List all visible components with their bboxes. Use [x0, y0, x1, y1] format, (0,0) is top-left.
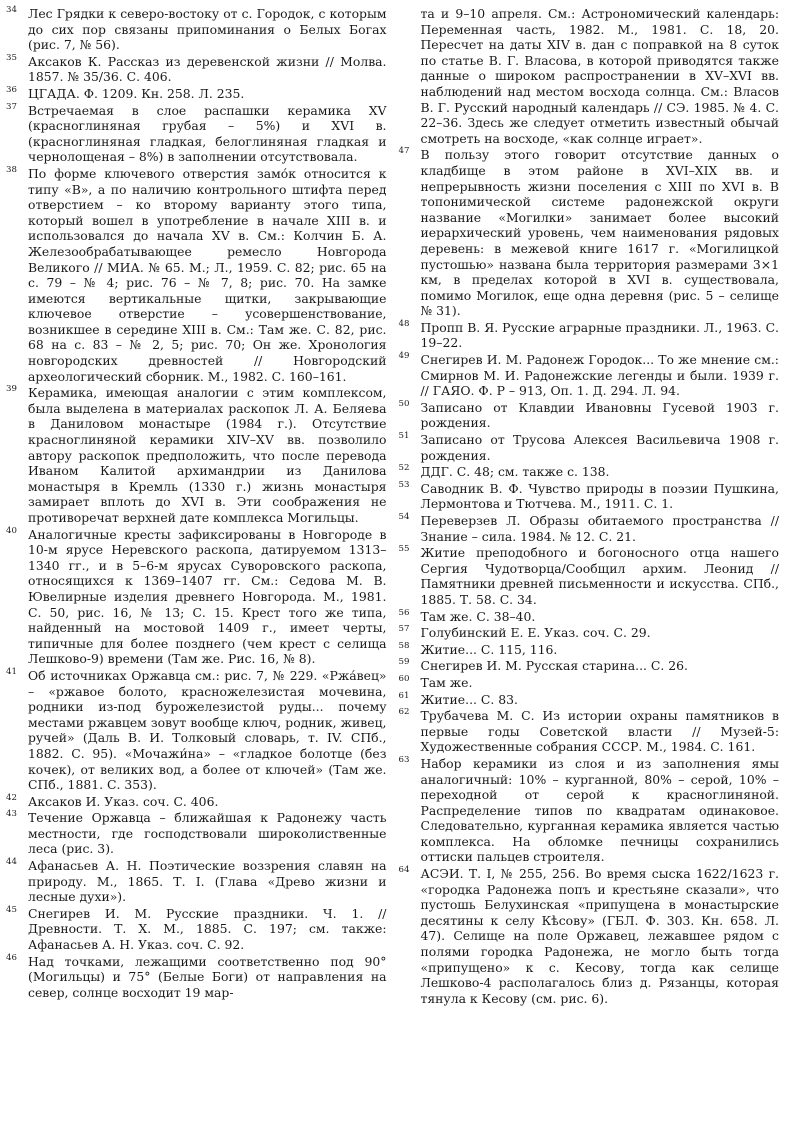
footnote-63: [399, 756, 780, 865]
footnote-text: Над точками, лежащими соответственно под 90° (Могильцы) и 75° (Белые Боги) от направления на север, солнце восходит 19 мар-: [28, 953, 387, 1000]
footnote-56: [399, 609, 780, 625]
footnote-number: 35: [6, 52, 17, 63]
footnote-text: Аналогичные кресты зафиксированы в Новгороде в 10-м ярусе Неревского раскопа, датируемом 1313–1340 гг., и в 5–6-м ярусах Суворовского раскопа, относящихся к 1369–1407 гг. См.: Седова М. В. Ювелирные изделия древнего Новгорода. М., 1981. С. 50, рис. 16, № 13; С. 15. Крест того же типа, найденный на мостовой 1409 г., имеет черты, типичные для более позднего (чем крест с селища Лешково-9) времени (Там же. Рис. 16, № 8).: [28, 526, 387, 667]
footnote-51: [399, 432, 780, 463]
footnote-58: [399, 642, 780, 658]
footnote-number: 55: [398, 544, 410, 555]
footnote-text: Аксаков И. Указ. соч. С. 406.: [28, 793, 219, 809]
footnote-57: [399, 625, 780, 641]
footnote-text: Житие... С. 115, 116.: [420, 641, 558, 657]
footnote-55: [399, 545, 780, 607]
footnote-text: ДДГ. С. 48; см. также с. 138.: [420, 464, 610, 480]
footnote-text: Голубинский Е. Е. Указ. соч. С. 29.: [420, 625, 651, 641]
footnote-53: [399, 481, 780, 512]
footnote-39: [6, 385, 387, 525]
footnote-43: [6, 810, 387, 857]
footnote-number: 61: [398, 690, 410, 701]
footnote-45: [6, 906, 387, 953]
footnote-number: 53: [398, 479, 410, 490]
footnote-text: Житие преподобного и богоносного отца нашего Сергия Чудотворца/Сообщил архим. Леонид // Памятники древней письменности и искусства. СПб., 1885. Т. 58. С. 34.: [420, 545, 779, 607]
footnote-62: [399, 708, 780, 755]
footnote-text: Встречаемая в слое распашки керамика XV (красноглиняная грубая – 5%) и XVI в. (красноглиняная гладкая, белоглиняная гладкая и чернолощеная – 8%) в заполнении отсутствовала.: [28, 102, 387, 165]
footnote-text: Записано от Клавдии Ивановны Гусевой 1903 г. рождения.: [420, 399, 779, 431]
footnote-34: [6, 6, 387, 53]
footnote-number: 57: [398, 624, 410, 635]
footnote-42: [6, 794, 387, 810]
footnote-38: [6, 166, 387, 384]
footnote-46: [6, 954, 387, 1001]
footnote-36: [6, 86, 387, 102]
footnote-text: Житие... С. 83.: [420, 691, 518, 707]
footnote-text: В пользу этого говорит отсутствие данных о кладбище в этом районе в XVI–XIX вв. и непрерывность жизни поселения с XIII по XVI в. В топонимической системе радонежской округи название «Могилки» занимает более высокий иерархический уровень, чем наименования рядовых деревень: в межевой книге 1617 г. «Могилицкой пустошью» названа была территория размерами 3×1 км, в пределах которой в XVI в. существовала, помимо Могилок, еще одна деревня (рис. 5 – селище № 31).: [420, 147, 779, 319]
footnote-text: Аксаков К. Рассказ из деревенской жизни // Молва. 1857. № 35/36. С. 406.: [28, 53, 387, 85]
footnote-40: [6, 527, 387, 667]
footnote-number: 47: [398, 146, 410, 157]
footnote-text: ЦГАДА. Ф. 1209. Кн. 258. Л. 235.: [28, 85, 245, 101]
footnote-number: 45: [6, 904, 17, 915]
footnote-text: Снегирев И. М. Русские праздники. Ч. 1. // Древности. Т. Х. М., 1885. С. 197; см. также: Афанасьев А. Н. Указ. соч. С. 92.: [28, 905, 387, 953]
footnote-text: Переверзев Л. Образы обитаемого пространства // Знание – сила. 1984. № 12. С. 21.: [420, 513, 779, 544]
footnote-text: Течение Оржавца – ближайшая к Радонежу часть местности, где господствовали широколиственные леса (рис. 3).: [28, 810, 387, 857]
footnote-text: Трубачева М. С. Из истории охраны памятников в первые годы Советской власти // Музей-5: Художественные собрания СССР. М., 1984. С. 161.: [420, 708, 779, 755]
footnote-number: 59: [398, 657, 410, 668]
footnote-text: Набор керамики из слоя и из заполнения ямы аналогичный: 10% – курганной, 80% – серой, 10% – переходной от серой к красноглиняной. Распределение типов по квадратам одинаковое. Следовательно, курганная керамика является частью комплекса. На обломке печницы сохранились оттиски пальцев строителя.: [420, 755, 779, 865]
footnote-text: АСЭИ. Т. I, № 255, 256. Во время сыска 1622/1623 г. «городка Радонежа попъ и крестьяне сказали», что пустошь Белухинская «припущена в монастырские десятины к селу Кѣсову» (ГБЛ. Ф. 303. Кн. 658. Л. 47). Селище на поле Оржавец, лежавшее рядом с полями городка Радонежа, не могло быть тогда «припущено» к с. Кесову, тогда как селище Лешково-4 располагалось близ д. Рязанцы, которая тянула к Кесову (см. рис. 6).: [420, 866, 779, 1006]
footnote-64: [399, 866, 780, 1006]
left-column: [6, 6, 387, 1121]
footnote-text: Саводник В. Ф. Чувство природы в поэзии Пушкина, Лермонтова и Тютчева. М., 1911. С. 1.: [420, 480, 779, 512]
footnote-number: 40: [6, 525, 17, 536]
footnote-48: [399, 320, 780, 351]
footnote-number: 64: [398, 865, 410, 876]
footnote-number: 37: [6, 101, 17, 112]
right-column: [399, 6, 780, 1121]
footnote-60: [399, 675, 780, 691]
footnote-52: [399, 464, 780, 480]
footnote-number: 60: [398, 673, 410, 684]
footnote-44: [6, 858, 387, 905]
footnote-text: Там же. С. 38–40.: [420, 608, 536, 624]
footnote-text: Лес Грядки к северо-востоку от с. Городок, с которым до сих пор связаны припоминания о Белых Богах (рис. 7, № 56).: [28, 6, 387, 53]
footnote-number: 49: [398, 351, 410, 362]
footnote-text: Снегирев И. М. Радонеж Городок... То же мнение см.: Смирнов М. И. Радонежские легенды и были. 1939 г. // ГАЯО. Ф. Р – 913, Оп. 1. Д. 294. Л. 94.: [420, 352, 779, 399]
footnote-number: 36: [6, 84, 17, 95]
footnote-number: 41: [6, 666, 17, 677]
footnote-49: [399, 352, 780, 399]
footnote-text: Керамика, имеющая аналогии с этим комплексом, была выделена в материалах раскопок Л. А. Беляева в Даниловом монастыре (1984 г.). Отсутствие красноглиняной керамики XIV–XV вв. позволило автору раскопок предположить, что после перевода Иваном Калитой архимандрии из Данилова монастыря в Кремль (1330 г.) жизнь монастыря замирает вплоть до XVI в. Эти соображения не противоречат верхней дате комплекса Могильцы.: [28, 385, 387, 525]
footnote-50: [399, 400, 780, 431]
footnote-number: 54: [398, 512, 410, 522]
footnote-number: 34: [6, 5, 17, 15]
footnote-text: Об источниках Оржавца см.: рис. 7, № 229. «Ржа́вец» – «ржавое болото, красножелезистая мочевина, родники из-под бурожелезистой руды... почему местами ржавцем зовут вообще ключ, родник, живец, ручей» (Даль В. И. Толковый словарь, т. IV. СПб., 1882. С. 95). «Мочажи́на» – «гладкое болотце (без кочек), от великих вод, а более от ключей» (Там же. СПб., 1881. С. 353).: [28, 667, 387, 793]
footnote-number: 38: [6, 164, 17, 175]
footnote-46-continued: [399, 6, 780, 146]
footnote-number: 44: [6, 857, 17, 868]
footnote-number: 58: [398, 640, 410, 651]
footnote-text: та и 9–10 апреля. См.: Астрономический календарь: Переменная часть, 1982. М., 1981. С. 18, 20. Пересчет на даты XIV в. дан с поправкой на 8 суток по статье В. Г. Власова, в которой приводятся также данные о широком распространении в XV–XVI вв. наблюдений над местом восхода солнца. См.: Власов В. Г. Русский народный календарь // СЭ. 1985. № 4. С. 22–36. Здесь же следует отметить известный обычай смотреть на восходе, «как солнце играет».: [420, 6, 779, 146]
footnote-61: [399, 692, 780, 708]
footnote-text: По форме ключевого отверстия замо́к относится к типу «В», а по наличию контрольного штифта перед отверстием – ко второму варианту этого типа, который вошел в употребление в начале XIII в. и использовался до начала XV в. См.: Колчин Б. А. Железообрабатывающее ремесло Новгорода Великого // МИА. № 65. М.; Л., 1959. С. 82; рис. 65 на с. 79 – № 4; рис. 76 – № 7, 8; рис. 70. На замке имеются вертикальные щитки, закрывающие ключевое отверстие – усовершенствование, возникшее в середине XIII в. См.: Там же. С. 82, рис. 68 на с. 83 – № 2, 5; рис. 70; Он же. Хронология новгородских древностей // Новгородский археологический сборник. М., 1982. С. 160–161.: [28, 165, 387, 384]
footnote-number: 56: [398, 607, 410, 618]
footnote-number: 63: [398, 754, 410, 765]
footnote-number: 43: [6, 809, 17, 820]
footnote-number: 42: [6, 792, 17, 803]
footnote-37: [6, 103, 387, 165]
footnote-text: Пропп В. Я. Русские аграрные праздники. Л., 1963. С. 19–22.: [420, 319, 779, 351]
footnote-number: 62: [398, 707, 410, 718]
footnote-47: [399, 147, 780, 319]
footnote-text: Афанасьев А. Н. Поэтические воззрения славян на природу. М., 1865. Т. I. (Глава «Древо жизни и лесные духи»).: [28, 858, 387, 905]
footnote-number: 39: [6, 384, 17, 395]
footnote-number: 50: [398, 398, 410, 409]
footnote-59: [399, 658, 780, 674]
footnote-text: Записано от Трусова Алексея Васильевича 1908 г. рождения.: [420, 432, 779, 463]
footnote-35: [6, 54, 387, 85]
footnote-41: [6, 668, 387, 793]
footnote-54: [399, 513, 780, 544]
footnote-text: Снегирев И. М. Русская старина... С. 26.: [420, 658, 688, 674]
footnote-number: 52: [398, 463, 410, 474]
footnote-number: 48: [398, 318, 410, 329]
footnote-text: Там же.: [420, 674, 473, 690]
footnote-number: 51: [398, 431, 410, 442]
footnote-number: 46: [6, 952, 17, 963]
